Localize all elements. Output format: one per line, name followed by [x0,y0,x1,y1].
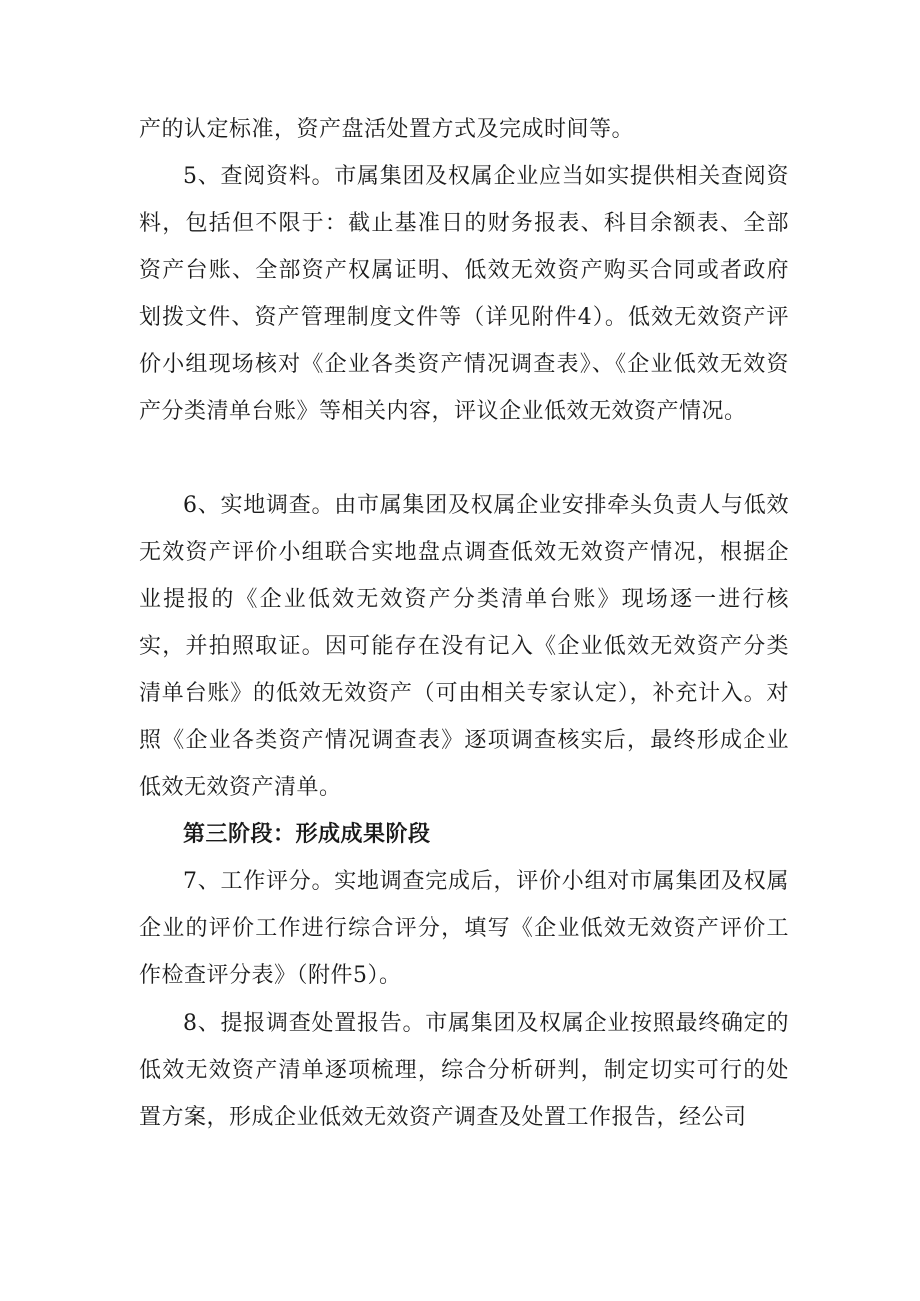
paragraph-continuation: 产的认定标准，资产盘活处置方式及完成时间等。 [139,117,635,142]
section-heading-stage-3: 第三阶段：形成成果阶段 [183,822,431,847]
paragraph-7-work-scoring: 7、工作评分。实地调查完成后，评价小组对市属集团及权属企业的评价工作进行综合评分，填写《企业低效无效资产评价工作检查评分表》（附件5）。 [139,869,789,988]
paragraph-6-field-survey: 6、实地调查。由市属集团及权属企业安排牵头负责人与低效无效资产评价小组联合实地盘点调查低效无效资产情况，根据企业提报的《企业低效无效资产分类清单台账》现场逐一进行核实，并拍照取证。因可能存在没有记入《企业低效无效资产分类清单台账》的低效无效资产（可由相关专家认定），补充计入。对照《企业各类资产情况调查表》逐项调查核实后，最终形成企业低效无效资产清单。 [139,493,789,800]
paragraph-5-review-materials: 5、查阅资料。市属集团及权属企业应当如实提供相关查阅资料，包括但不限于：截止基准日的财务报表、科目余额表、全部资产台账、全部资产权属证明、低效无效资产购买合同或者政府划拨文件、资产管理制度文件等（详见附件4）。低效无效资产评价小组现场核对《企业各类资产情况调查表》、《企业低效无效资产分类清单台账》等相关内容，评议企业低效无效资产情况。 [139,164,789,424]
paragraph-8-submit-report: 8、提报调查处置报告。市属集团及权属企业按照最终确定的低效无效资产清单逐项梳理，综合分析研判，制定切实可行的处置方案，形成企业低效无效资产调查及处置工作报告，经公司 [139,1011,789,1130]
